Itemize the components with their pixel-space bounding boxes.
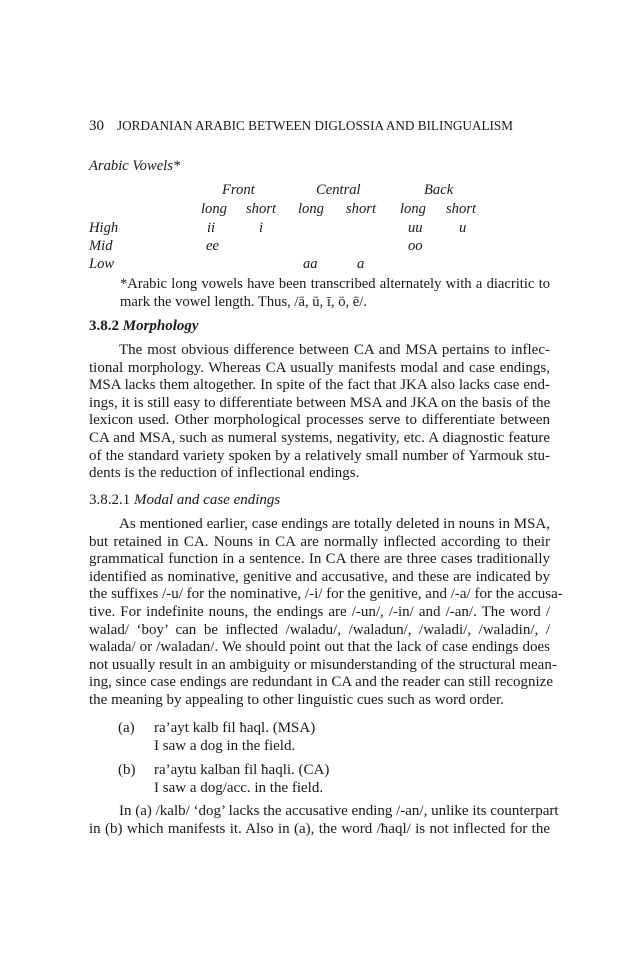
subheader-front-short: short	[246, 201, 277, 217]
cell-mid-front-long: ee	[206, 238, 219, 254]
cell-high-front-long: ii	[207, 220, 216, 236]
paragraph-line: tive. For indefinite nouns, the endings are /-un/, /-in/ and /-an/. The word /	[89, 603, 550, 620]
group-header-back: Back	[424, 182, 454, 198]
subheader-central-short: short	[346, 201, 377, 217]
cell-high-back-short: u	[459, 220, 467, 236]
paragraph-line: ing, since case endings are redundant in CA and the reader can still recognize	[89, 674, 553, 691]
cell-mid-back-long: oo	[408, 238, 423, 254]
example-b-gloss: I saw a dog/acc. in the field.	[154, 780, 324, 796]
paragraph-line: walada/ or /waladan/. We should point out that the lack of case endings does	[89, 639, 550, 656]
paragraph-line: As mentioned earlier, case endings are totally deleted in nouns in MSA,	[119, 516, 550, 532]
paragraph-line: lexicon used. Other morphological processes serve to differentiate between	[89, 412, 550, 429]
paragraph-line: identified as nominative, genitive and accusative, and these are indicated by	[89, 568, 550, 585]
paragraph-line: the suffixes /-u/ for the nominative, /-i/ for the genitive, and /-a/ for the accusa-	[89, 586, 563, 603]
paragraph-line: ings, it is still easy to differentiate between MSA and JKA on the basis of the	[89, 394, 551, 411]
example-a-arabic: ra’ayt kalb fil ħaql. (MSA)	[154, 720, 316, 736]
cell-high-front-short: i	[259, 220, 264, 236]
subheader-front-long: long	[201, 201, 227, 217]
subheader-back-long: long	[400, 201, 426, 217]
paragraph-line: dents is the reduction of inflectional endings.	[89, 465, 360, 482]
paragraph-morphology	[89, 342, 550, 483]
paragraph-line: of the standard variety spoken by a relatively small number of Yarmouk stu-	[89, 447, 550, 464]
example-a-label: (a)	[118, 720, 135, 736]
example-b-label: (b)	[118, 762, 136, 778]
section-heading	[89, 318, 199, 335]
vowel-table-title: Arabic Vowels*	[89, 158, 181, 174]
row-label-mid: Mid	[89, 238, 113, 254]
cell-low-central-short: a	[357, 256, 365, 272]
cell-high-back-long: uu	[408, 220, 423, 236]
paragraph-line: In (a) /kalb/ ‘dog’ lacks the accusative ending /-an/, unlike its counterpart	[119, 803, 559, 819]
paragraph-examples-discussion	[89, 803, 559, 838]
footnote-line: mark the vowel length. Thus, /ā, ū, ī, ō, ē/.	[120, 293, 367, 310]
paragraph-line: tional morphology. Whereas CA usually manifests modal and case endings,	[89, 359, 550, 376]
subheader-central-long: long	[298, 201, 324, 217]
paragraph-line: CA and MSA, such as numeral systems, negativity, etc. A diagnostic feature	[89, 429, 550, 446]
running-header	[89, 118, 513, 135]
section-number: 3.8.2	[89, 318, 119, 334]
paragraph-line: but retained in CA. Nouns in CA are normally inflected according to their	[89, 533, 550, 550]
paragraph-line: grammatical function in a sentence. In CA there are three cases traditionally	[89, 551, 550, 568]
vowel-footnote	[120, 276, 550, 311]
subsection-title: Modal and case endings	[134, 492, 281, 508]
footnote-line: *Arabic long vowels have been transcribed alternately with a diacritic to	[120, 276, 550, 292]
paragraph-line: The most obvious difference between CA and MSA pertains to inflec-	[119, 342, 550, 358]
paragraph-line: the meaning by appealing to other linguistic cues such as word order.	[89, 691, 504, 708]
paragraph-line: not usually result in an ambiguity or misunderstanding of the structural mean-	[89, 656, 557, 673]
example-a-gloss: I saw a dog in the field.	[154, 738, 296, 754]
section-title: Morphology	[122, 318, 199, 334]
group-header-front: Front	[222, 182, 255, 198]
paragraph-line: MSA lacks them altogether. In spite of the fact that JKA also lacks case end-	[89, 377, 550, 394]
subsection-heading	[89, 492, 280, 509]
group-header-central: Central	[316, 182, 361, 198]
row-label-low: Low	[89, 256, 115, 272]
cell-low-central-long: aa	[303, 256, 318, 272]
row-label-high: High	[89, 220, 119, 236]
subsection-number: 3.8.2.1	[89, 492, 131, 508]
page-number: 30	[89, 118, 104, 134]
paragraph-case-endings	[89, 516, 563, 710]
running-title: JORDANIAN ARABIC BETWEEN DIGLOSSIA AND BILINGUALISM	[117, 118, 513, 133]
subheader-back-short: short	[446, 201, 477, 217]
paragraph-line: in (b) which manifests it. Also in (a), the word /ħaql/ is not inflected for the	[89, 820, 550, 837]
paragraph-line: walad/ ‘boy’ can be inflected /waladu/, /waladun/, /waladi/, /waladin/, /	[89, 621, 550, 638]
example-b-arabic: ra’aytu kalban fil ħaqli. (CA)	[154, 762, 330, 778]
